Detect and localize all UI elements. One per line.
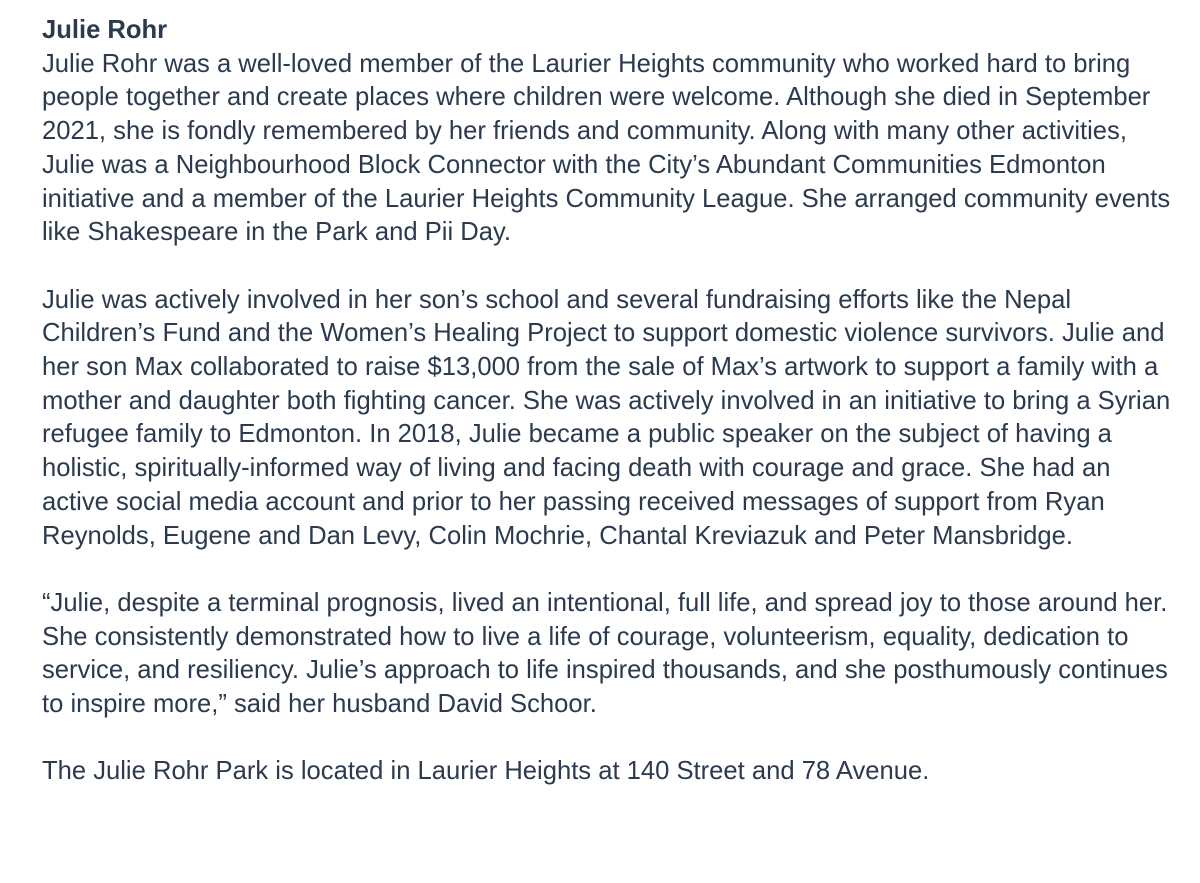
paragraph-park-location: The Julie Rohr Park is located in Laurier Heights at 140 Street and 78 Avenue. (42, 757, 930, 786)
paragraph-community-involvement: Julie was actively involved in her son’s school and several fundraising efforts like the Nepal Children’s Fund and the Women’s Healing Project to support domestic violence survivors. Julie and her son Max collaborated to raise $13,000 from the sale of Max’s artwork to support a family with a mother and daughter both fighting cancer. She was actively involved in an initiative to bring a Syrian refugee family to Edmonton. In 2018, Julie became a public speaker on the subject of having a holistic, spiritually-informed way of living and facing death with courage and grace. She had an active social media account and prior to her passing received messages of support from Ryan Reynolds, Eugene and Dan Levy, Colin Mochrie, Chantal Kreviazuk and Peter Mansbridge. (42, 285, 1171, 550)
article-body (42, 14, 1182, 789)
article-title: Julie Rohr (42, 16, 168, 44)
paragraph-biography: Julie Rohr was a well-loved member of the Laurier Heights community who worked hard to bring people together and create places where children were welcome. Although she died in September 2021, she is fondly remembered by her friends and community. Along with many other activities, Julie was a Neighbourhood Block Connector with the City’s Abundant Communities Edmonton initiative and a member of the Laurier Heights Community League. She arranged community events like Shakespeare in the Park and Pii Day. (42, 49, 1171, 247)
paragraph-husband-quote: “Julie, despite a terminal prognosis, lived an intentional, full life, and spread joy to those around her. She consistently demonstrated how to live a life of courage, volunteerism, equality, dedication to service, and resiliency. Julie’s approach to life inspired thousands, and she posthumously continues to inspire more,” said her husband David Schoor. (42, 588, 1168, 719)
